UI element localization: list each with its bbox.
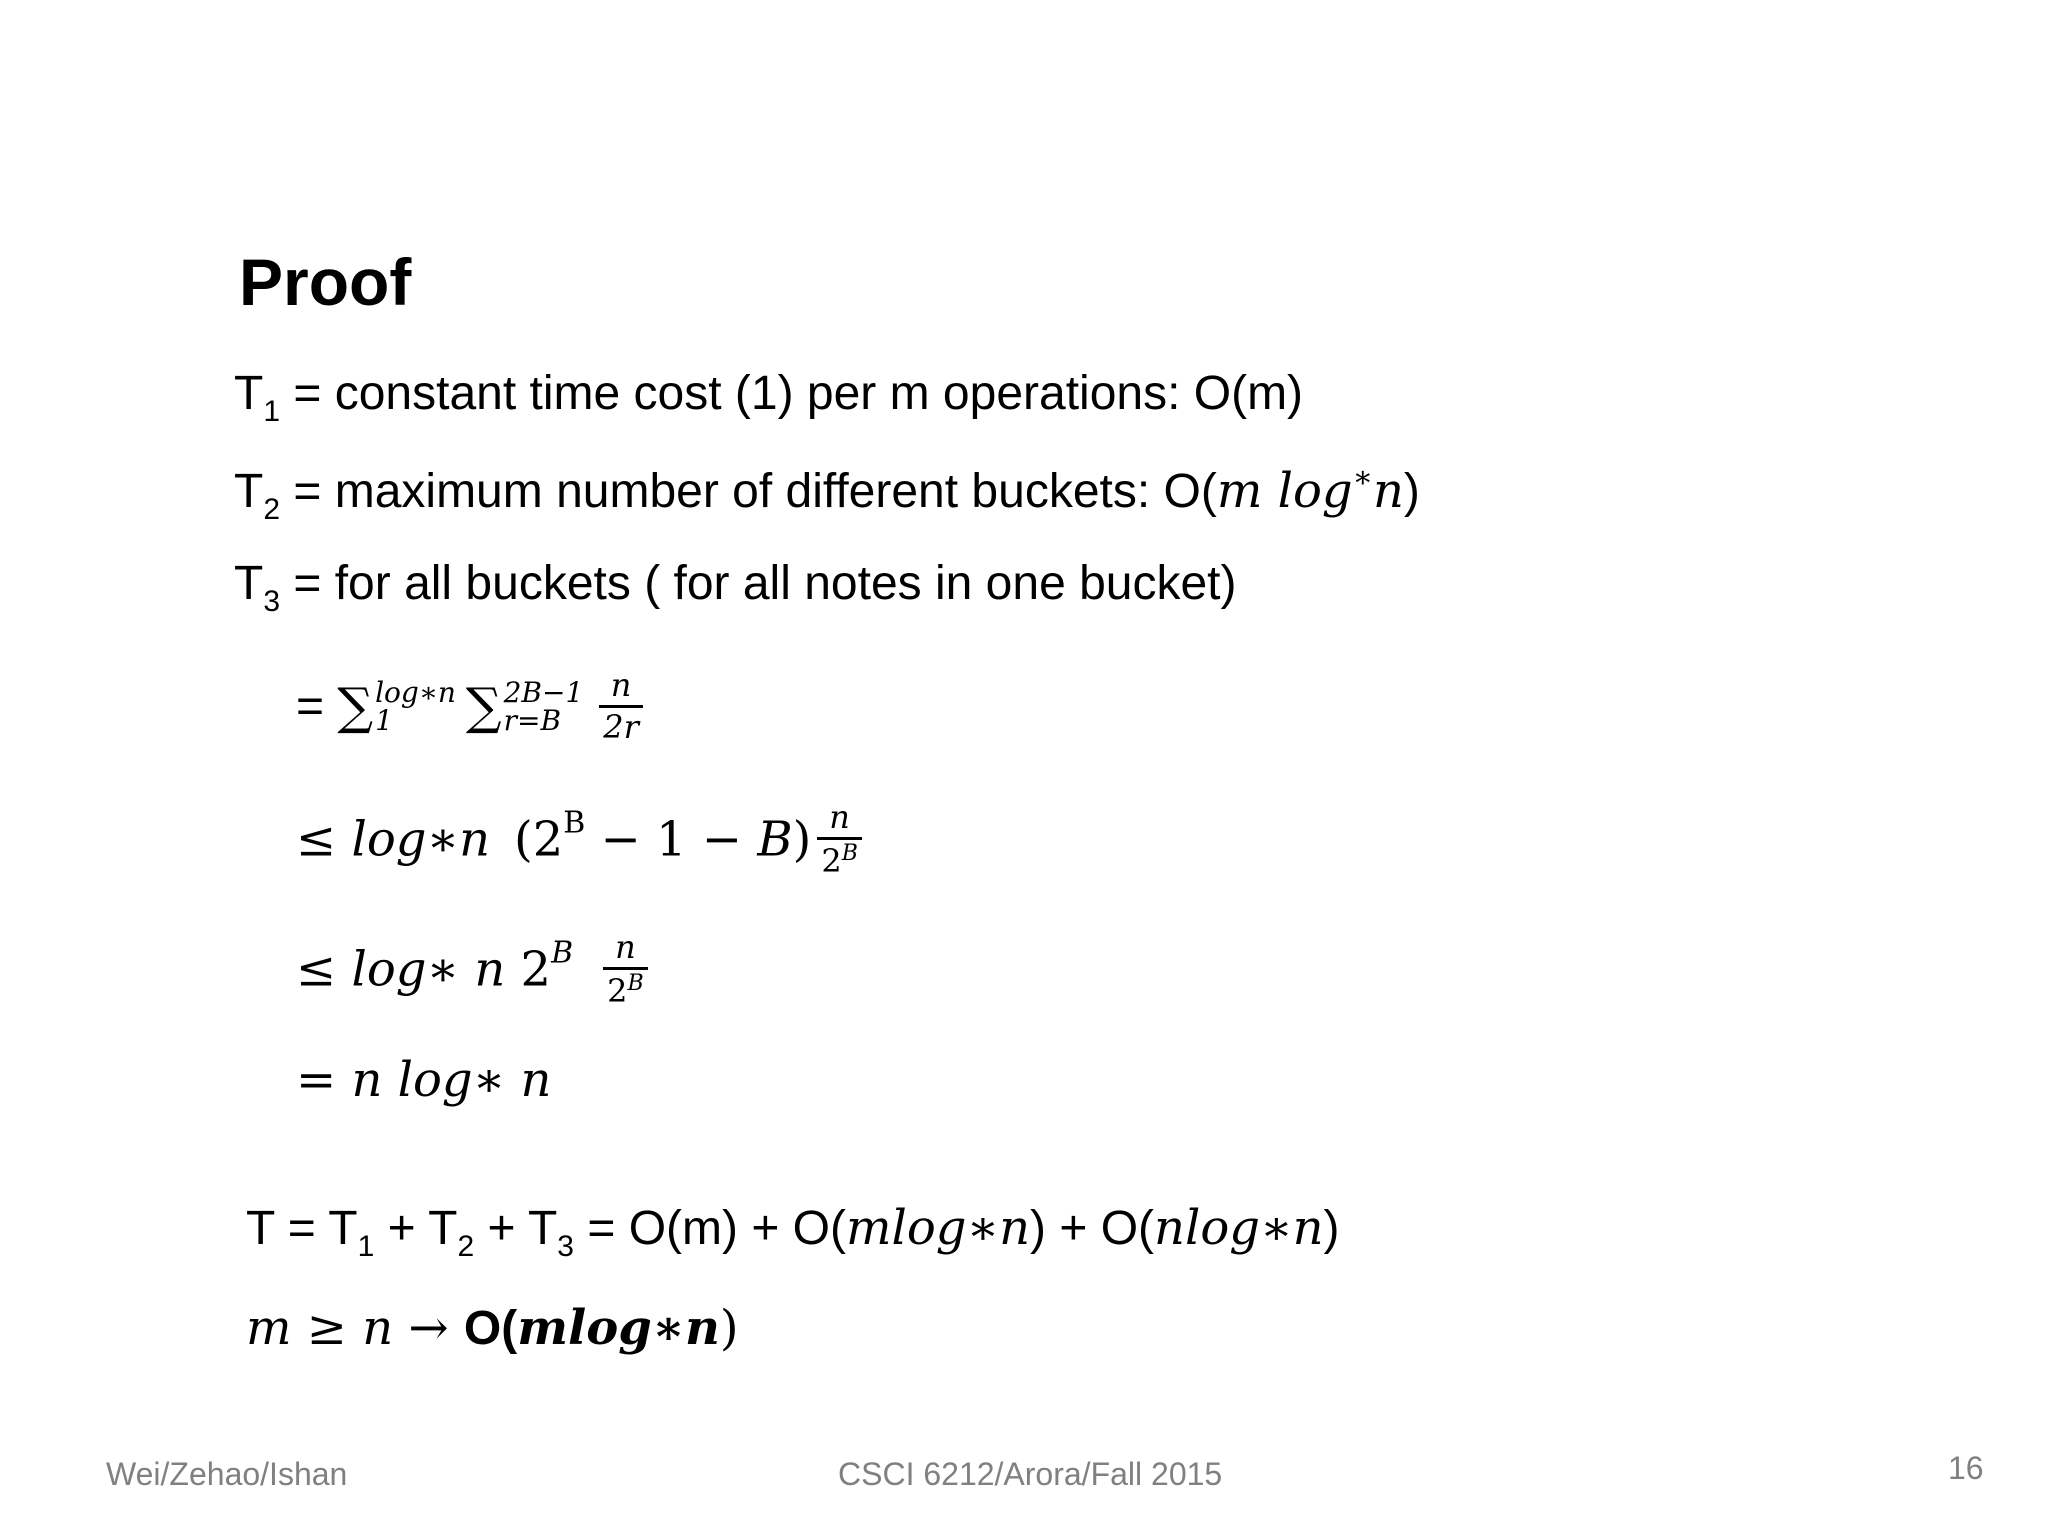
total-math1: mlog∗n xyxy=(846,1200,1031,1256)
t1-prefix: T xyxy=(234,367,264,420)
slide-title: Proof xyxy=(239,245,412,319)
t2-text: = maximum number of different buckets: O( xyxy=(280,465,1217,518)
total-text1: T = T xyxy=(246,1202,358,1255)
equation-bound-2 xyxy=(296,930,654,1009)
sigma-symbol-2: ∑ xyxy=(465,677,502,736)
footer-course: CSCI 6212/Arora/Fall 2015 xyxy=(838,1456,1223,1492)
total-sub1: 1 xyxy=(357,1230,375,1263)
eq3-two: 2 xyxy=(505,941,552,998)
t3-subscript: 3 xyxy=(263,585,281,618)
eq1-lead: = xyxy=(296,680,338,734)
eq2-minus: − 1 − xyxy=(585,811,758,868)
sum2-limits xyxy=(503,675,584,737)
t2-math2: n xyxy=(1372,463,1404,519)
sum1-lower: 1 xyxy=(375,703,393,737)
t3-prefix: T xyxy=(234,557,264,610)
t2-line xyxy=(234,460,1420,527)
eq4-lead: = xyxy=(296,1052,352,1108)
t1-subscript: 1 xyxy=(263,395,281,428)
eq2-fraction xyxy=(817,800,862,879)
t2-subscript: 2 xyxy=(263,493,281,526)
t3-line xyxy=(234,556,1237,619)
eq2-denominator xyxy=(817,840,862,879)
total-text2: + T xyxy=(374,1202,458,1255)
sum2-upper: 2B−1 xyxy=(503,675,584,709)
eq2-den-base: 2 xyxy=(821,842,842,881)
sigma-symbol-1: ∑ xyxy=(337,677,374,736)
eq2-numerator: n xyxy=(817,800,862,840)
t2-math-sup: ∗ xyxy=(1352,460,1373,495)
conclusion-math: m ≥ n → xyxy=(246,1300,464,1356)
t1-line xyxy=(234,366,1303,429)
conclusion-bold-o: O( xyxy=(463,1302,518,1355)
sum1-upper: log∗n xyxy=(375,675,456,709)
page-number: 16 xyxy=(1948,1450,1984,1486)
eq3-den-sup: B xyxy=(627,971,644,997)
conclusion-close: ) xyxy=(719,1300,739,1356)
eq2-paren-close: ) xyxy=(792,811,812,868)
sum2-lower: r=B xyxy=(503,703,562,737)
total-sub2: 2 xyxy=(457,1230,475,1263)
eq2-log: log∗n xyxy=(351,811,490,868)
eq3-denominator xyxy=(603,970,648,1009)
t1-text: = constant time cost (1) per m operations: O(m) xyxy=(280,367,1304,420)
total-text5: ) + O( xyxy=(1030,1202,1155,1255)
t2-math: m log xyxy=(1216,463,1353,519)
t3-text: = for all buckets ( for all notes in one bucket) xyxy=(280,557,1237,610)
eq2-paren-open: (2 xyxy=(514,811,564,868)
footer-authors: Wei/Zehao/Ishan xyxy=(106,1456,348,1492)
eq1-fraction xyxy=(599,668,643,745)
eq2-b: B xyxy=(757,811,793,868)
eq2-lead: ≤ xyxy=(296,811,352,868)
eq3-fraction xyxy=(603,930,648,1009)
total-text3: + T xyxy=(474,1202,558,1255)
t2-prefix: T xyxy=(234,465,264,518)
equation-bound-1 xyxy=(296,800,868,879)
sum1-limits xyxy=(375,675,456,737)
total-line xyxy=(246,1200,1339,1264)
equation-result xyxy=(296,1052,551,1108)
equation-summation xyxy=(296,668,649,745)
total-text6: ) xyxy=(1323,1202,1340,1255)
t2-close: ) xyxy=(1403,465,1420,518)
eq3-den-base: 2 xyxy=(607,972,628,1011)
eq4-math: n log∗ n xyxy=(351,1052,552,1108)
conclusion-bold-math: mlog∗n xyxy=(517,1300,720,1356)
eq3-lead: ≤ xyxy=(296,941,352,998)
eq2-sup: B xyxy=(563,805,586,841)
total-sub3: 3 xyxy=(557,1230,574,1263)
eq1-numerator: n xyxy=(599,668,643,708)
total-text4: = O(m) + O( xyxy=(573,1202,846,1255)
total-math2: nlog∗n xyxy=(1154,1200,1324,1256)
eq1-denominator: 2r xyxy=(603,708,639,747)
eq3-log: log∗ n xyxy=(351,941,506,998)
conclusion-line xyxy=(246,1300,739,1356)
eq3-numerator: n xyxy=(603,930,648,970)
eq3-sup: B xyxy=(551,935,574,971)
eq2-den-sup: B xyxy=(841,841,858,867)
